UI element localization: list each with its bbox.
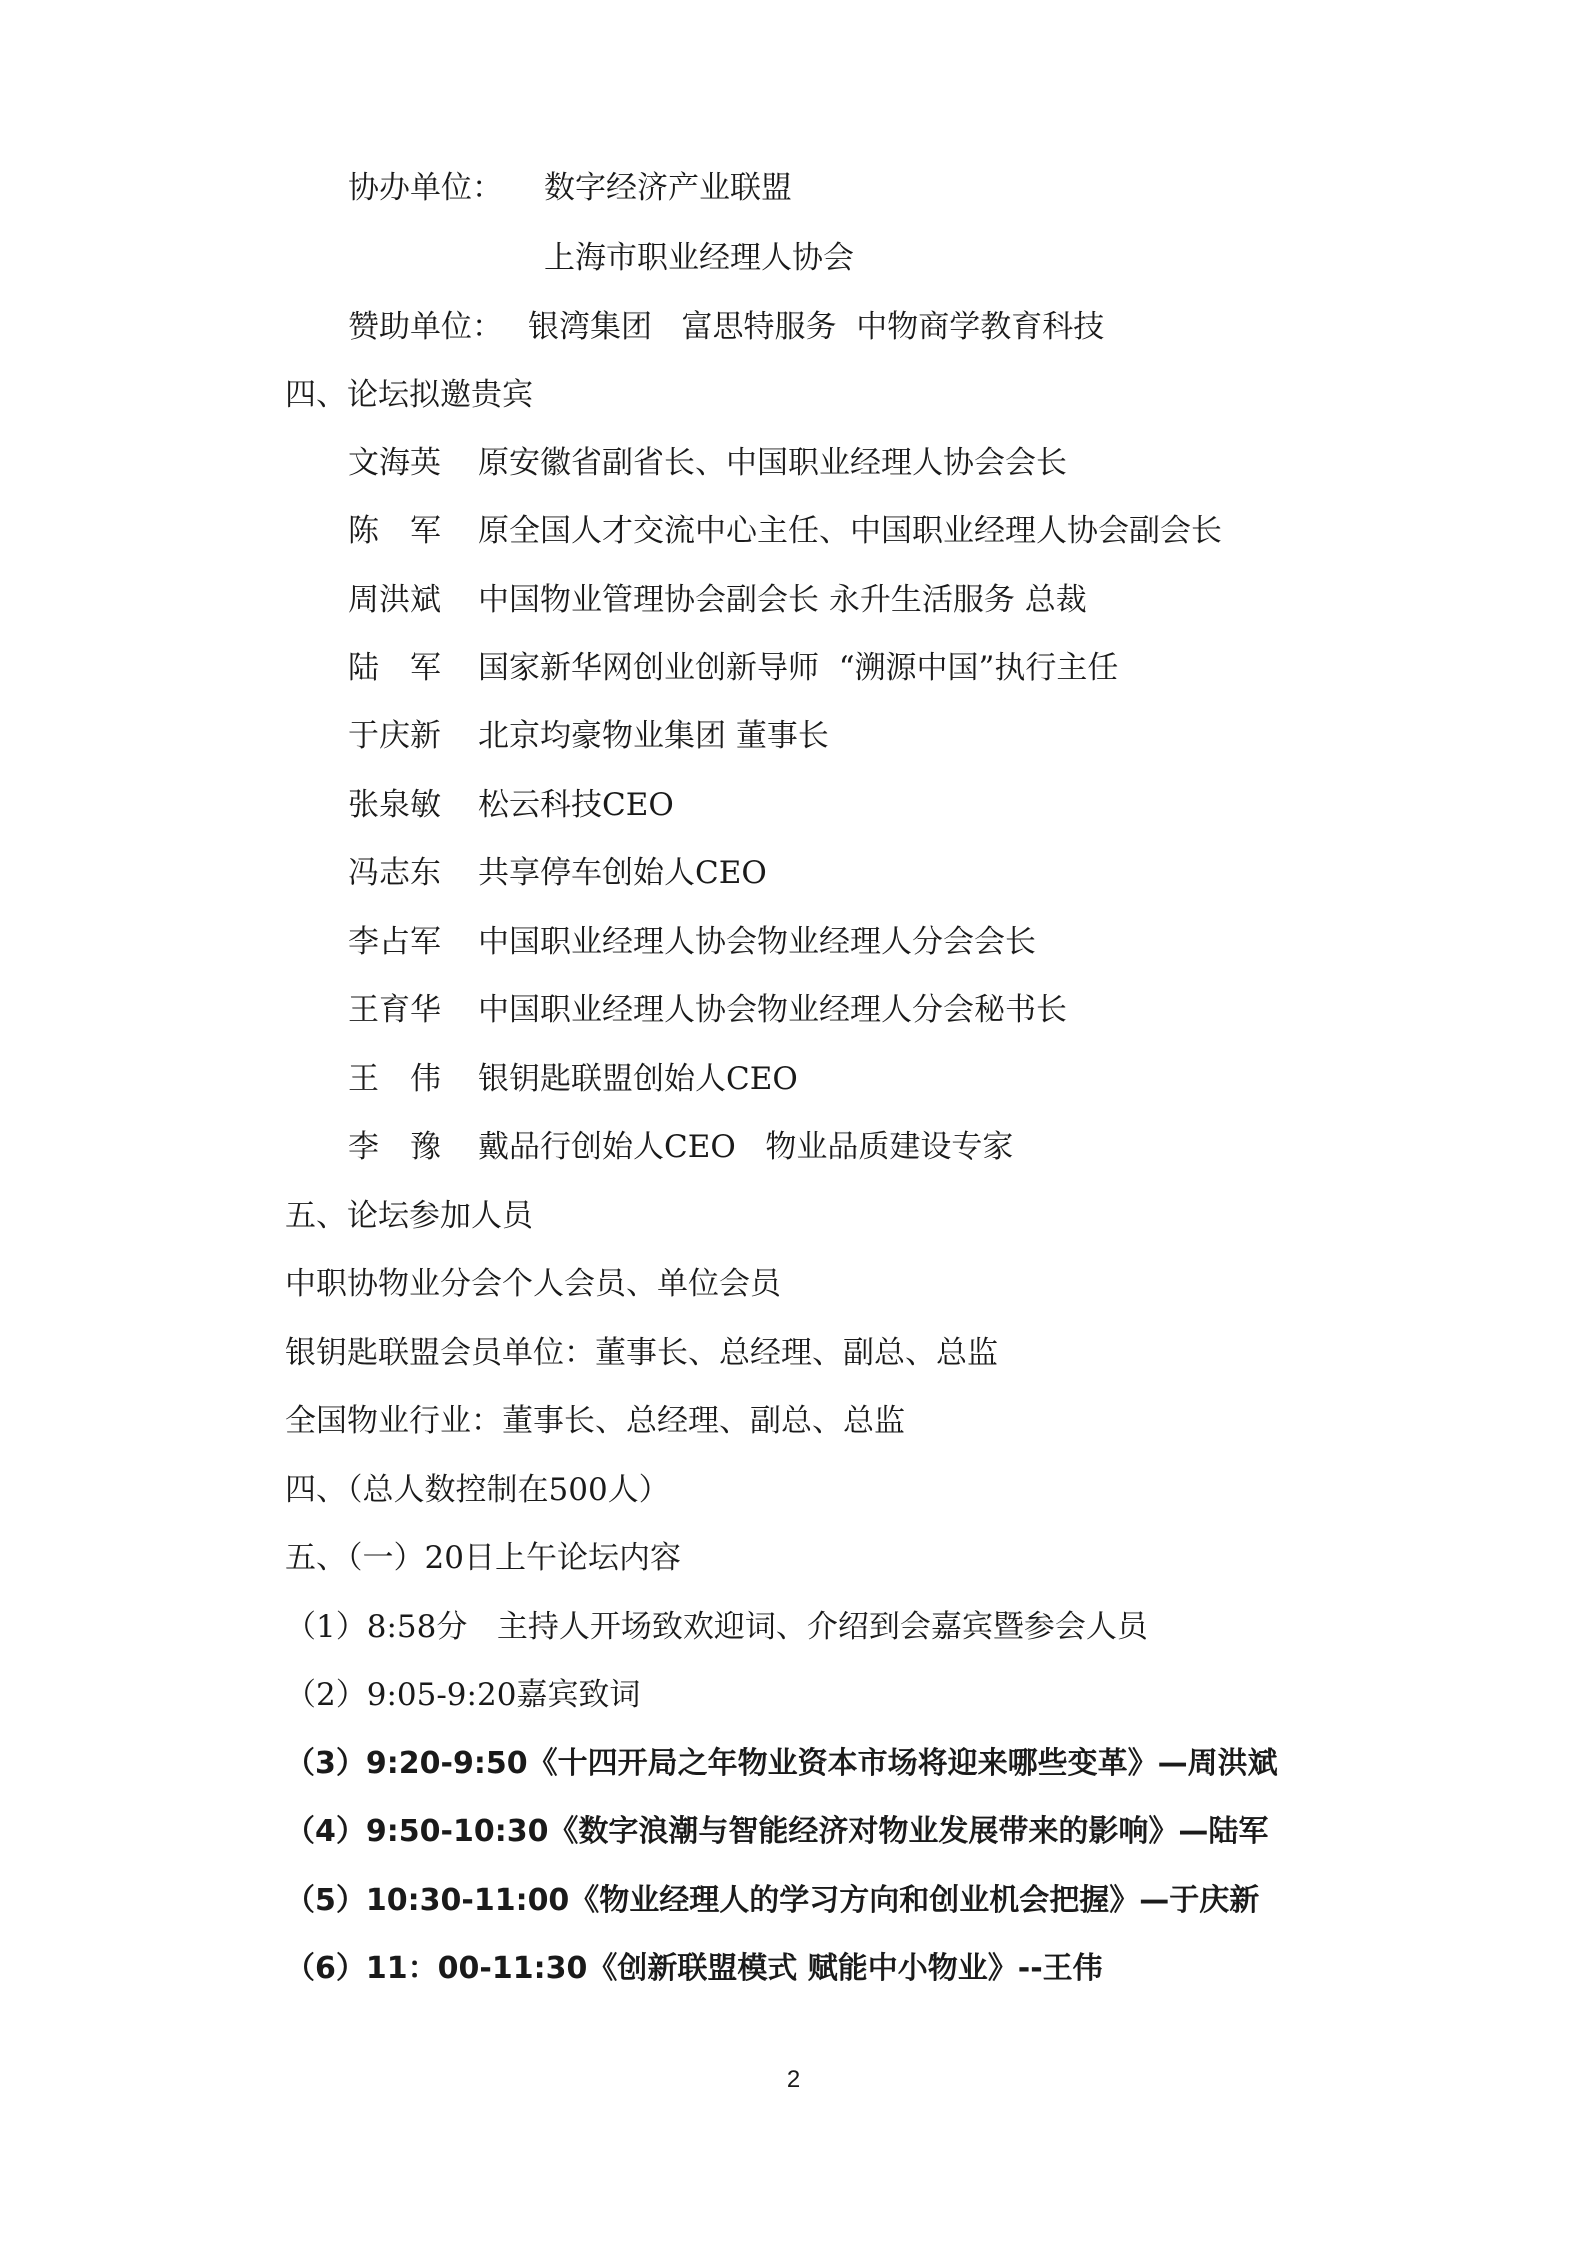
guest-name: 于庆新 (348, 718, 441, 754)
guest-desc: 共享停车创始人CEO (478, 855, 767, 891)
page-number: 2 (786, 2066, 801, 2093)
guest-desc: 中国职业经理人协会物业经理人分会秘书长 (478, 992, 1067, 1028)
guest-name: 冯志东 (348, 855, 441, 891)
guest-desc: 国家新华网创业创新导师 “溯源中国”执行主任 (478, 650, 1119, 686)
guest-desc: 原安徽省副省长、中国职业经理人协会会长 (478, 445, 1067, 481)
agenda-item: （4）9:50-10:30《数字浪潮与智能经济对物业发展带来的影响》—陆军 (285, 1814, 1269, 1849)
agenda-item: （5）10:30-11:00《物业经理人的学习方向和创业机会把握》—于庆新 (285, 1883, 1260, 1918)
agenda-item: （3）9:20-9:50《十四开局之年物业资本市场将迎来哪些变革》—周洪斌 (285, 1746, 1278, 1781)
participants-heading: 五、论坛参加人员 (285, 1198, 533, 1234)
guest-name: 王 伟 (348, 1061, 441, 1097)
co-organizer-1: 数字经济产业联盟 (544, 170, 792, 206)
headcount-note: 四、（总人数控制在500人） (285, 1472, 670, 1508)
guest-name: 周洪斌 (348, 582, 441, 618)
agenda-item: （6）11：00-11:30《创新联盟模式 赋能中小物业》--王伟 (285, 1951, 1103, 1986)
agenda-item: （1）8:58分 主持人开场致欢迎词、介绍到会嘉宾暨参会人员 (285, 1609, 1148, 1645)
sponsor-list: 银湾集团 富思特服务 中物商学教育科技 (528, 309, 1105, 345)
guest-name: 李占军 (348, 924, 441, 960)
participant-item: 中职协物业分会个人会员、单位会员 (285, 1266, 781, 1302)
sponsor-label: 赞助单位： (348, 309, 503, 345)
guest-name: 陈 军 (348, 513, 441, 549)
co-organizer-2: 上海市职业经理人协会 (544, 240, 854, 276)
guest-name: 张泉敏 (348, 787, 441, 823)
guest-name: 陆 军 (348, 650, 441, 686)
guest-name: 王育华 (348, 992, 441, 1028)
guest-desc: 银钥匙联盟创始人CEO (478, 1061, 798, 1097)
guest-name: 李 豫 (348, 1129, 441, 1165)
participant-item: 全国物业行业：董事长、总经理、副总、总监 (285, 1403, 905, 1439)
guest-desc: 松云科技CEO (478, 787, 674, 823)
guest-desc: 中国物业管理协会副会长 永升生活服务 总裁 (478, 582, 1087, 618)
participant-item: 银钥匙联盟会员单位：董事长、总经理、副总、总监 (285, 1335, 998, 1371)
guest-desc: 中国职业经理人协会物业经理人分会会长 (478, 924, 1036, 960)
guest-desc: 戴品行创始人CEO 物业品质建设专家 (478, 1129, 1014, 1165)
agenda-heading: 五、（一）20日上午论坛内容 (285, 1540, 681, 1576)
guest-name: 文海英 (348, 445, 441, 481)
guests-heading: 四、论坛拟邀贵宾 (285, 377, 533, 413)
agenda-item: （2）9:05-9:20嘉宾致词 (285, 1677, 641, 1713)
co-organizer-label: 协办单位： (348, 170, 503, 206)
guest-desc: 北京均豪物业集团 董事长 (478, 718, 829, 754)
guest-desc: 原全国人才交流中心主任、中国职业经理人协会副会长 (478, 513, 1222, 549)
